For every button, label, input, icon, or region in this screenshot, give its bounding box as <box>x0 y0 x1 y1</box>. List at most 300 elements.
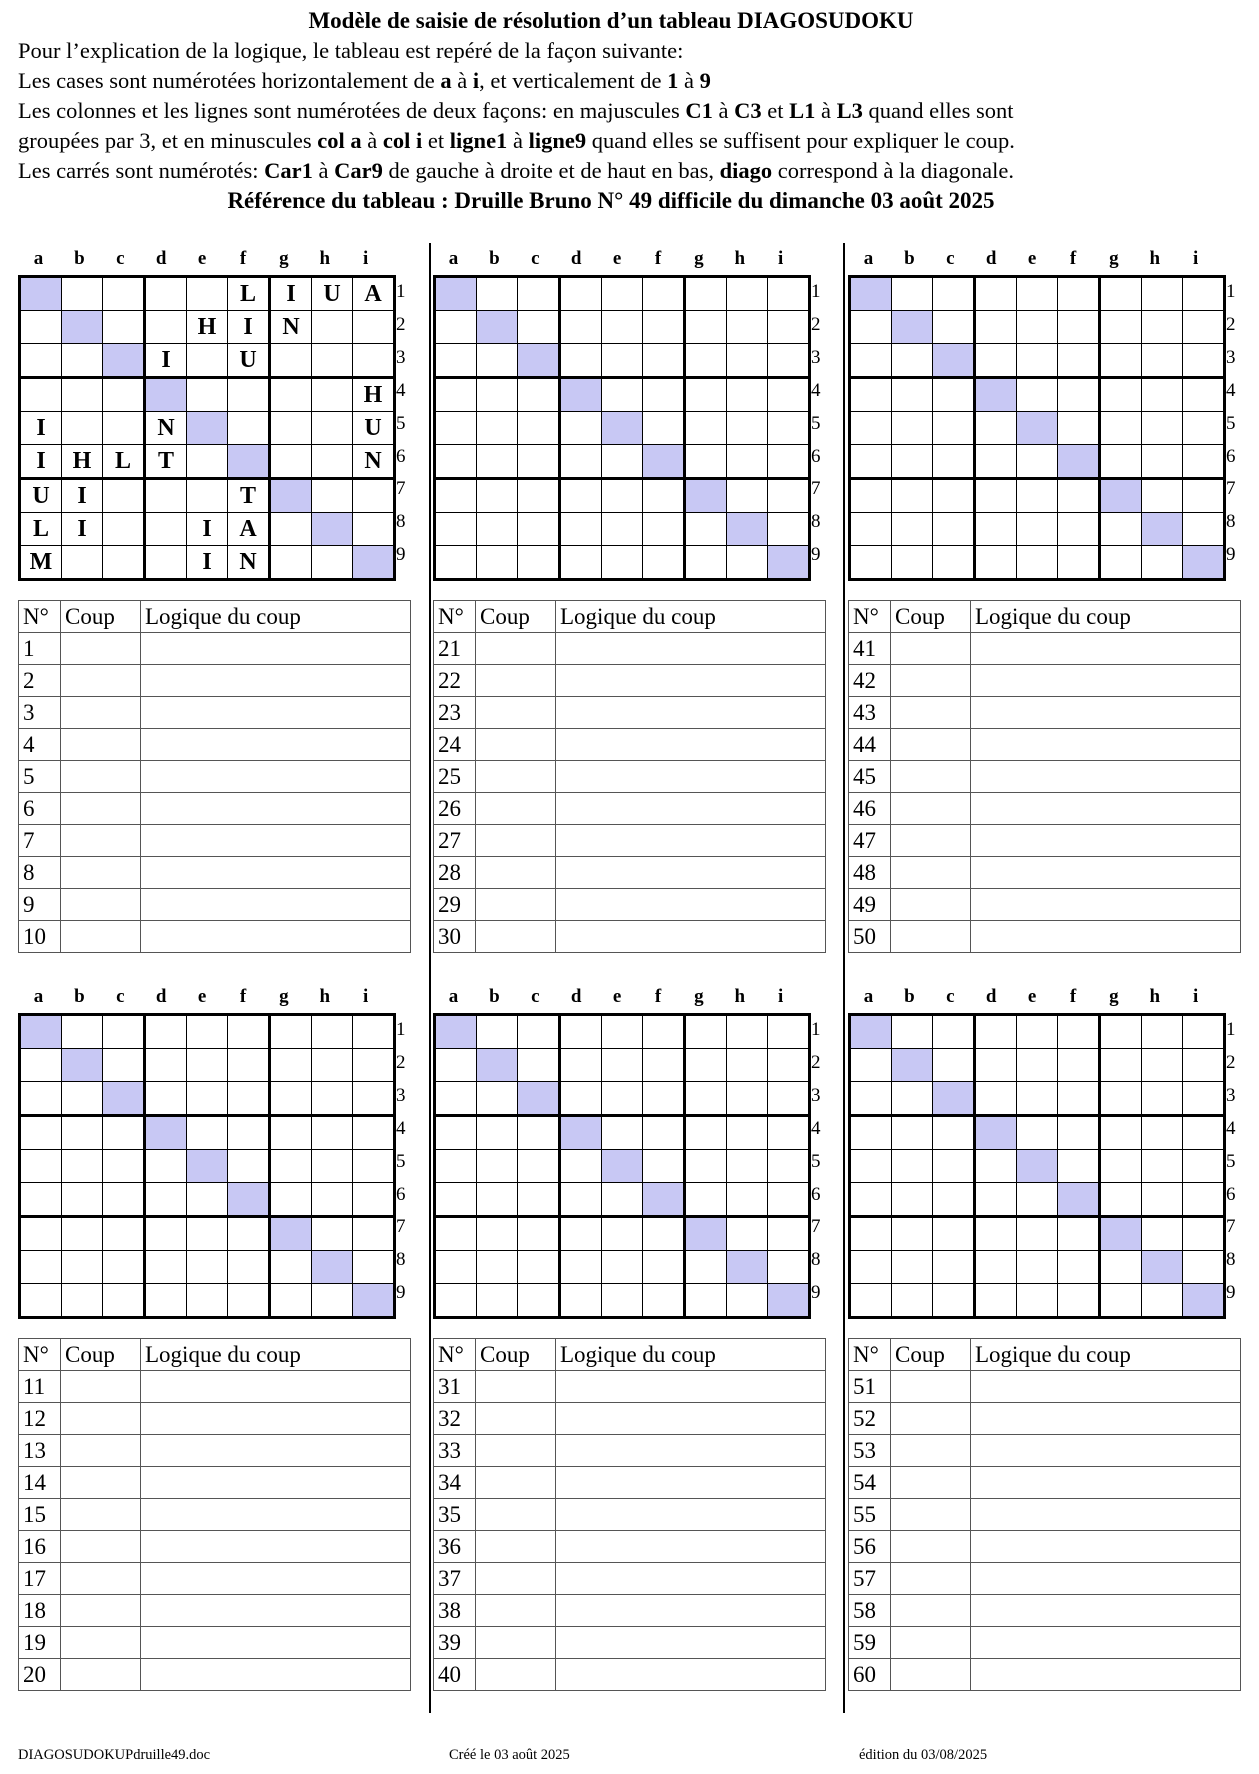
log-logic-input[interactable] <box>971 729 1241 761</box>
grid-cell[interactable]: H <box>353 378 395 412</box>
log-move-input[interactable] <box>61 1595 141 1627</box>
grid-cell[interactable] <box>435 378 477 412</box>
grid-cell[interactable] <box>933 1082 975 1116</box>
grid-cell[interactable] <box>477 1082 518 1116</box>
grid-cell[interactable] <box>228 1150 270 1183</box>
grid-cell[interactable] <box>103 546 145 580</box>
grid-cell[interactable]: N <box>145 412 187 445</box>
grid-cell[interactable] <box>1183 546 1225 580</box>
grid-cell[interactable] <box>353 1116 395 1150</box>
grid-cell[interactable] <box>1183 513 1225 546</box>
log-move-input[interactable] <box>891 729 971 761</box>
grid-cell[interactable] <box>643 1284 685 1318</box>
grid-cell[interactable] <box>643 1150 685 1183</box>
grid-cell[interactable] <box>1100 1082 1142 1116</box>
grid-cell[interactable] <box>435 277 477 311</box>
grid-cell[interactable]: U <box>312 277 353 311</box>
grid-cell[interactable] <box>187 445 228 479</box>
grid-cell[interactable] <box>727 1183 768 1217</box>
grid-cell[interactable] <box>1017 445 1058 479</box>
grid-cell[interactable] <box>145 311 187 344</box>
log-move-input[interactable] <box>476 633 556 665</box>
grid-cell[interactable] <box>477 513 518 546</box>
grid-cell[interactable] <box>353 1082 395 1116</box>
grid-cell[interactable] <box>477 479 518 513</box>
grid-cell[interactable] <box>1183 479 1225 513</box>
grid-cell[interactable] <box>103 1116 145 1150</box>
log-logic-input[interactable] <box>141 729 411 761</box>
grid-cell[interactable] <box>228 1217 270 1251</box>
grid-cell[interactable] <box>727 1284 768 1318</box>
grid-cell[interactable] <box>560 1015 602 1049</box>
grid-cell[interactable] <box>103 1049 145 1082</box>
grid-cell[interactable] <box>933 445 975 479</box>
grid-cell[interactable] <box>1017 344 1058 378</box>
log-logic-input[interactable] <box>141 1499 411 1531</box>
grid-cell[interactable] <box>933 479 975 513</box>
grid-cell[interactable] <box>103 412 145 445</box>
grid-cell[interactable] <box>643 378 685 412</box>
grid-cell[interactable] <box>477 1251 518 1284</box>
grid-cell[interactable] <box>892 1150 933 1183</box>
grid-cell[interactable] <box>602 412 643 445</box>
grid-cell[interactable] <box>353 1049 395 1082</box>
log-logic-input[interactable] <box>556 1499 826 1531</box>
log-move-input[interactable] <box>476 1531 556 1563</box>
log-move-input[interactable] <box>891 1595 971 1627</box>
grid-cell[interactable] <box>602 1284 643 1318</box>
grid-cell[interactable] <box>435 1082 477 1116</box>
grid-cell[interactable] <box>187 1217 228 1251</box>
grid-cell[interactable] <box>435 1150 477 1183</box>
grid-cell[interactable] <box>1183 1015 1225 1049</box>
grid-cell[interactable] <box>560 445 602 479</box>
grid-cell[interactable] <box>270 1015 312 1049</box>
grid-cell[interactable] <box>602 445 643 479</box>
grid-cell[interactable] <box>1100 344 1142 378</box>
grid-cell[interactable] <box>643 1217 685 1251</box>
grid-cell[interactable] <box>643 311 685 344</box>
log-move-input[interactable] <box>891 761 971 793</box>
grid-cell[interactable] <box>477 546 518 580</box>
grid-cell[interactable] <box>560 1082 602 1116</box>
grid-cell[interactable] <box>643 479 685 513</box>
grid-cell[interactable] <box>62 412 103 445</box>
grid-cell[interactable]: N <box>228 546 270 580</box>
grid-cell[interactable] <box>685 546 727 580</box>
grid-cell[interactable] <box>850 1284 892 1318</box>
log-logic-input[interactable] <box>556 1467 826 1499</box>
grid-cell[interactable] <box>560 344 602 378</box>
grid-cell[interactable] <box>312 513 353 546</box>
log-logic-input[interactable] <box>971 633 1241 665</box>
grid-cell[interactable] <box>145 378 187 412</box>
grid-cell[interactable] <box>643 513 685 546</box>
grid-cell[interactable] <box>727 546 768 580</box>
grid-cell[interactable]: I <box>20 412 62 445</box>
grid-cell[interactable] <box>892 1251 933 1284</box>
grid-cell[interactable] <box>975 546 1017 580</box>
grid-cell[interactable] <box>103 344 145 378</box>
grid-cell[interactable] <box>353 344 395 378</box>
log-logic-input[interactable] <box>971 1403 1241 1435</box>
grid-cell[interactable] <box>975 1217 1017 1251</box>
grid-cell[interactable] <box>643 1183 685 1217</box>
grid-cell[interactable] <box>270 479 312 513</box>
grid-cell[interactable] <box>1058 378 1100 412</box>
log-move-input[interactable] <box>61 1371 141 1403</box>
grid-cell[interactable] <box>685 1082 727 1116</box>
grid-cell[interactable] <box>602 311 643 344</box>
grid-cell[interactable] <box>1058 546 1100 580</box>
grid-cell[interactable] <box>270 1183 312 1217</box>
grid-cell[interactable] <box>1017 1116 1058 1150</box>
grid-cell[interactable] <box>1142 1251 1183 1284</box>
grid-cell[interactable] <box>477 445 518 479</box>
log-logic-input[interactable] <box>141 1371 411 1403</box>
grid-cell[interactable] <box>1100 1049 1142 1082</box>
grid-cell[interactable] <box>768 1251 810 1284</box>
grid-cell[interactable] <box>975 1082 1017 1116</box>
grid-cell[interactable] <box>727 1251 768 1284</box>
grid-cell[interactable] <box>435 344 477 378</box>
log-logic-input[interactable] <box>556 761 826 793</box>
grid-cell[interactable] <box>727 1150 768 1183</box>
grid-cell[interactable] <box>1017 412 1058 445</box>
grid-cell[interactable] <box>727 513 768 546</box>
log-logic-input[interactable] <box>556 1403 826 1435</box>
grid-cell[interactable] <box>1058 1150 1100 1183</box>
grid-cell[interactable] <box>892 546 933 580</box>
log-move-input[interactable] <box>61 1563 141 1595</box>
log-move-input[interactable] <box>891 665 971 697</box>
log-logic-input[interactable] <box>556 1531 826 1563</box>
log-logic-input[interactable] <box>556 793 826 825</box>
grid-cell[interactable] <box>892 311 933 344</box>
grid-cell[interactable] <box>727 311 768 344</box>
grid-cell[interactable] <box>685 412 727 445</box>
grid-cell[interactable] <box>20 378 62 412</box>
grid-cell[interactable] <box>20 1082 62 1116</box>
grid-cell[interactable] <box>933 1015 975 1049</box>
grid-cell[interactable] <box>602 1049 643 1082</box>
log-logic-input[interactable] <box>971 1563 1241 1595</box>
grid-cell[interactable] <box>1058 1015 1100 1049</box>
grid-cell[interactable] <box>933 412 975 445</box>
log-move-input[interactable] <box>891 889 971 921</box>
grid-cell[interactable] <box>643 546 685 580</box>
grid-cell[interactable] <box>435 412 477 445</box>
log-logic-input[interactable] <box>971 761 1241 793</box>
grid-cell[interactable] <box>1142 1082 1183 1116</box>
grid-cell[interactable] <box>62 1284 103 1318</box>
grid-cell[interactable] <box>312 1150 353 1183</box>
log-logic-input[interactable] <box>971 889 1241 921</box>
grid-cell[interactable] <box>850 412 892 445</box>
log-logic-input[interactable] <box>971 665 1241 697</box>
grid-cell[interactable] <box>312 412 353 445</box>
grid-cell[interactable] <box>435 1049 477 1082</box>
grid-cell[interactable] <box>270 1150 312 1183</box>
grid-cell[interactable] <box>145 1049 187 1082</box>
grid-cell[interactable] <box>228 1251 270 1284</box>
grid-cell[interactable] <box>145 1251 187 1284</box>
grid-cell[interactable] <box>145 1082 187 1116</box>
grid-cell[interactable] <box>1100 445 1142 479</box>
grid-cell[interactable]: L <box>228 277 270 311</box>
grid-cell[interactable] <box>727 378 768 412</box>
grid-cell[interactable] <box>228 1183 270 1217</box>
grid-cell[interactable] <box>933 513 975 546</box>
grid-cell[interactable] <box>892 1116 933 1150</box>
grid-cell[interactable] <box>518 1284 560 1318</box>
log-move-input[interactable] <box>61 761 141 793</box>
grid-cell[interactable] <box>768 378 810 412</box>
grid-cell[interactable] <box>228 1049 270 1082</box>
log-logic-input[interactable] <box>141 793 411 825</box>
grid-cell[interactable] <box>1183 1150 1225 1183</box>
grid-cell[interactable] <box>933 1150 975 1183</box>
log-logic-input[interactable] <box>971 1595 1241 1627</box>
log-move-input[interactable] <box>61 1531 141 1563</box>
grid-cell[interactable]: H <box>62 445 103 479</box>
grid-cell[interactable] <box>892 479 933 513</box>
log-logic-input[interactable] <box>971 1371 1241 1403</box>
grid-cell[interactable] <box>933 1049 975 1082</box>
log-move-input[interactable] <box>61 729 141 761</box>
grid-cell[interactable] <box>103 277 145 311</box>
grid-cell[interactable] <box>518 277 560 311</box>
grid-cell[interactable] <box>1017 546 1058 580</box>
grid-cell[interactable] <box>353 479 395 513</box>
grid-cell[interactable] <box>727 1116 768 1150</box>
grid-cell[interactable] <box>1058 513 1100 546</box>
grid-cell[interactable] <box>1058 412 1100 445</box>
grid-cell[interactable] <box>103 1015 145 1049</box>
log-move-input[interactable] <box>891 1403 971 1435</box>
grid-cell[interactable] <box>768 277 810 311</box>
log-move-input[interactable] <box>476 825 556 857</box>
grid-cell[interactable] <box>850 1082 892 1116</box>
grid-cell[interactable] <box>768 1116 810 1150</box>
grid-cell[interactable] <box>1183 1183 1225 1217</box>
grid-cell[interactable] <box>850 1217 892 1251</box>
grid-cell[interactable] <box>892 1284 933 1318</box>
grid-cell[interactable] <box>518 1251 560 1284</box>
grid-cell[interactable] <box>933 1217 975 1251</box>
log-logic-input[interactable] <box>556 921 826 953</box>
grid-cell[interactable] <box>20 344 62 378</box>
grid-cell[interactable] <box>270 445 312 479</box>
grid-cell[interactable] <box>975 1183 1017 1217</box>
grid-cell[interactable] <box>145 1150 187 1183</box>
grid-cell[interactable]: N <box>353 445 395 479</box>
grid-cell[interactable] <box>602 1251 643 1284</box>
log-logic-input[interactable] <box>556 889 826 921</box>
grid-cell[interactable] <box>435 1251 477 1284</box>
grid-cell[interactable] <box>975 513 1017 546</box>
log-move-input[interactable] <box>61 857 141 889</box>
grid-cell[interactable] <box>850 1049 892 1082</box>
log-move-input[interactable] <box>476 1371 556 1403</box>
grid-cell[interactable] <box>768 1150 810 1183</box>
grid-cell[interactable] <box>187 378 228 412</box>
grid-cell[interactable] <box>685 1217 727 1251</box>
grid-cell[interactable] <box>1100 311 1142 344</box>
grid-cell[interactable] <box>560 513 602 546</box>
log-logic-input[interactable] <box>141 697 411 729</box>
log-logic-input[interactable] <box>971 857 1241 889</box>
grid-cell[interactable] <box>312 1049 353 1082</box>
log-logic-input[interactable] <box>556 1371 826 1403</box>
log-move-input[interactable] <box>476 921 556 953</box>
grid-cell[interactable] <box>103 1251 145 1284</box>
grid-cell[interactable] <box>312 1284 353 1318</box>
log-move-input[interactable] <box>61 1627 141 1659</box>
grid-cell[interactable] <box>1017 1082 1058 1116</box>
grid-cell[interactable] <box>228 445 270 479</box>
grid-cell[interactable] <box>353 513 395 546</box>
log-move-input[interactable] <box>61 1499 141 1531</box>
grid-cell[interactable] <box>1100 1116 1142 1150</box>
grid-cell[interactable] <box>727 1217 768 1251</box>
grid-cell[interactable] <box>62 1116 103 1150</box>
grid-cell[interactable] <box>270 1284 312 1318</box>
grid-cell[interactable] <box>353 1251 395 1284</box>
grid-cell[interactable] <box>560 1284 602 1318</box>
grid-cell[interactable] <box>975 378 1017 412</box>
log-logic-input[interactable] <box>141 1403 411 1435</box>
grid-cell[interactable] <box>435 445 477 479</box>
log-logic-input[interactable] <box>556 1627 826 1659</box>
grid-cell[interactable] <box>1183 1049 1225 1082</box>
log-move-input[interactable] <box>891 793 971 825</box>
grid-cell[interactable]: U <box>228 344 270 378</box>
grid-cell[interactable] <box>1058 1116 1100 1150</box>
grid-cell[interactable] <box>1058 445 1100 479</box>
grid-cell[interactable] <box>518 1049 560 1082</box>
grid-cell[interactable] <box>62 344 103 378</box>
grid-cell[interactable]: M <box>20 546 62 580</box>
log-move-input[interactable] <box>476 1499 556 1531</box>
grid-cell[interactable] <box>1100 1183 1142 1217</box>
grid-cell[interactable] <box>270 1217 312 1251</box>
grid-cell[interactable] <box>270 1082 312 1116</box>
grid-cell[interactable] <box>1142 378 1183 412</box>
grid-cell[interactable] <box>975 412 1017 445</box>
grid-cell[interactable] <box>435 1284 477 1318</box>
log-logic-input[interactable] <box>556 857 826 889</box>
grid-cell[interactable] <box>103 513 145 546</box>
grid-cell[interactable] <box>145 546 187 580</box>
grid-cell[interactable] <box>270 378 312 412</box>
grid-cell[interactable] <box>975 1251 1017 1284</box>
grid-cell[interactable] <box>933 1251 975 1284</box>
grid-cell[interactable] <box>103 1082 145 1116</box>
grid-cell[interactable] <box>643 344 685 378</box>
grid-cell[interactable] <box>312 546 353 580</box>
log-move-input[interactable] <box>476 665 556 697</box>
grid-cell[interactable] <box>975 277 1017 311</box>
grid-cell[interactable] <box>933 277 975 311</box>
log-move-input[interactable] <box>891 857 971 889</box>
grid-cell[interactable] <box>768 513 810 546</box>
grid-cell[interactable] <box>353 1217 395 1251</box>
grid-cell[interactable] <box>1017 277 1058 311</box>
grid-cell[interactable] <box>1142 412 1183 445</box>
grid-cell[interactable] <box>768 1217 810 1251</box>
grid-cell[interactable] <box>270 344 312 378</box>
grid-cell[interactable] <box>477 412 518 445</box>
grid-cell[interactable] <box>20 1116 62 1150</box>
grid-cell[interactable] <box>727 1082 768 1116</box>
grid-cell[interactable] <box>685 1049 727 1082</box>
grid-cell[interactable] <box>892 344 933 378</box>
grid-cell[interactable] <box>1142 1217 1183 1251</box>
grid-cell[interactable] <box>518 513 560 546</box>
grid-cell[interactable] <box>1183 1116 1225 1150</box>
log-logic-input[interactable] <box>556 1563 826 1595</box>
grid-cell[interactable] <box>435 1015 477 1049</box>
grid-cell[interactable] <box>685 1251 727 1284</box>
log-move-input[interactable] <box>476 697 556 729</box>
grid-cell[interactable] <box>518 445 560 479</box>
grid-cell[interactable] <box>768 412 810 445</box>
grid-cell[interactable] <box>20 1251 62 1284</box>
grid-cell[interactable] <box>62 1049 103 1082</box>
grid-cell[interactable]: I <box>228 311 270 344</box>
grid-cell[interactable] <box>477 1116 518 1150</box>
grid-cell[interactable] <box>518 311 560 344</box>
grid-cell[interactable] <box>560 1217 602 1251</box>
grid-cell[interactable] <box>1142 1284 1183 1318</box>
grid-cell[interactable] <box>1100 1150 1142 1183</box>
grid-cell[interactable] <box>685 277 727 311</box>
grid-cell[interactable] <box>103 1150 145 1183</box>
grid-cell[interactable] <box>145 1015 187 1049</box>
log-move-input[interactable] <box>891 697 971 729</box>
log-logic-input[interactable] <box>141 761 411 793</box>
grid-cell[interactable] <box>602 1082 643 1116</box>
log-logic-input[interactable] <box>141 1531 411 1563</box>
grid-cell[interactable] <box>228 1284 270 1318</box>
grid-cell[interactable] <box>727 1015 768 1049</box>
grid-cell[interactable] <box>353 311 395 344</box>
grid-cell[interactable] <box>975 445 1017 479</box>
grid-cell[interactable]: L <box>103 445 145 479</box>
grid-cell[interactable] <box>643 277 685 311</box>
log-move-input[interactable] <box>61 889 141 921</box>
grid-cell[interactable] <box>727 344 768 378</box>
grid-cell[interactable] <box>518 1082 560 1116</box>
grid-cell[interactable] <box>187 1049 228 1082</box>
grid-cell[interactable] <box>477 1049 518 1082</box>
grid-cell[interactable] <box>20 1150 62 1183</box>
log-logic-input[interactable] <box>141 1563 411 1595</box>
grid-cell[interactable] <box>933 1116 975 1150</box>
grid-cell[interactable] <box>187 1015 228 1049</box>
log-move-input[interactable] <box>61 1467 141 1499</box>
grid-cell[interactable] <box>103 378 145 412</box>
log-move-input[interactable] <box>891 1371 971 1403</box>
grid-cell[interactable] <box>435 1116 477 1150</box>
grid-cell[interactable] <box>1017 1015 1058 1049</box>
grid-cell[interactable]: T <box>228 479 270 513</box>
grid-cell[interactable] <box>62 311 103 344</box>
grid-cell[interactable] <box>850 513 892 546</box>
log-move-input[interactable] <box>61 665 141 697</box>
grid-cell[interactable] <box>560 311 602 344</box>
